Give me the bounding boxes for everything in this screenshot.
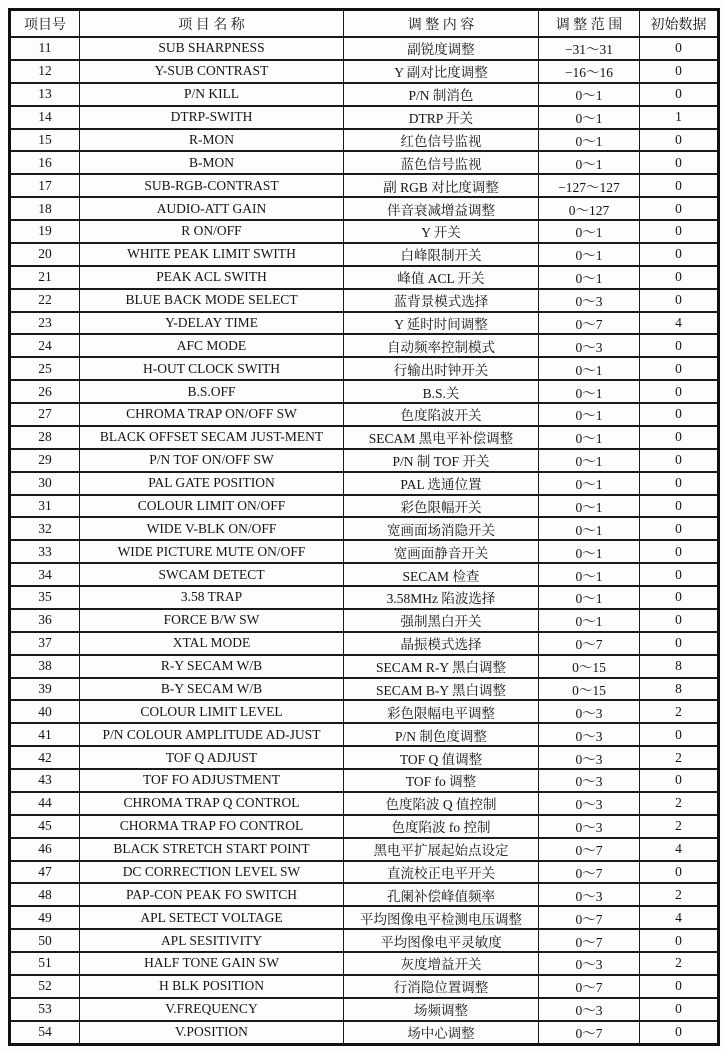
table-row [10,266,719,289]
cell-item-number: 33 [10,540,80,563]
cell-adjust-content: 直流校正电平开关 [344,861,539,884]
cell-adjust-content: SECAM R-Y 黑白调整 [344,655,539,678]
cell-adjust-range: 0～3 [539,723,640,746]
cell-initial-data: 0 [640,769,719,792]
cell-initial-data: 0 [640,723,719,746]
cell-initial-data: 2 [640,792,719,815]
cell-item-name: WIDE V-BLK ON/OFF [80,517,344,540]
cell-item-number: 50 [10,929,80,952]
table-row [10,151,719,174]
cell-initial-data: 0 [640,243,719,266]
cell-adjust-range: 0～7 [539,312,640,335]
cell-initial-data: 0 [640,403,719,426]
cell-adjust-range: 0～3 [539,334,640,357]
cell-item-name: AFC MODE [80,334,344,357]
cell-adjust-range: 0～7 [539,1021,640,1045]
cell-initial-data: 2 [640,815,719,838]
cell-item-name: CHORMA TRAP FO CONTROL [80,815,344,838]
cell-adjust-content: P/N 制消色 [344,83,539,106]
cell-adjust-content: 强制黑白开关 [344,609,539,632]
cell-initial-data: 0 [640,540,719,563]
cell-adjust-content: 晶振模式选择 [344,632,539,655]
cell-item-name: APL SESITIVITY [80,929,344,952]
cell-adjust-range: 0～1 [539,495,640,518]
cell-adjust-content: 场中心调整 [344,1021,539,1045]
cell-item-number: 31 [10,495,80,518]
table-row [10,289,719,312]
cell-adjust-content: 副 RGB 对比度调整 [344,174,539,197]
cell-adjust-content: 蓝色信号监视 [344,151,539,174]
cell-item-number: 16 [10,151,80,174]
cell-item-name: Y-SUB CONTRAST [80,60,344,83]
cell-item-number: 35 [10,586,80,609]
table-row [10,357,719,380]
cell-adjust-range: 0～7 [539,929,640,952]
cell-adjust-range: 0～1 [539,586,640,609]
cell-adjust-range: 0～1 [539,472,640,495]
table-row [10,746,719,769]
table-row [10,83,719,106]
cell-adjust-range: 0～127 [539,197,640,220]
cell-adjust-range: 0～1 [539,403,640,426]
cell-item-name: DC CORRECTION LEVEL SW [80,861,344,884]
cell-item-name: HALF TONE GAIN SW [80,952,344,975]
cell-item-number: 24 [10,334,80,357]
cell-initial-data: 0 [640,929,719,952]
cell-initial-data: 4 [640,906,719,929]
cell-initial-data: 8 [640,655,719,678]
cell-adjust-range: 0～7 [539,861,640,884]
table-row [10,197,719,220]
table-row [10,1021,719,1045]
cell-adjust-range: −16～16 [539,60,640,83]
cell-item-name: SUB SHARPNESS [80,37,344,60]
cell-initial-data: 0 [640,220,719,243]
cell-item-number: 30 [10,472,80,495]
table-row [10,106,719,129]
cell-initial-data: 4 [640,838,719,861]
cell-item-number: 54 [10,1021,80,1045]
cell-item-number: 25 [10,357,80,380]
cell-item-number: 21 [10,266,80,289]
cell-initial-data: 0 [640,37,719,60]
cell-item-name: WHITE PEAK LIMIT SWITH [80,243,344,266]
cell-item-name: B-MON [80,151,344,174]
cell-item-name: R-Y SECAM W/B [80,655,344,678]
cell-adjust-content: 彩色限幅开关 [344,495,539,518]
cell-adjust-content: 伴音衰减增益调整 [344,197,539,220]
cell-item-name: PAP-CON PEAK FO SWITCH [80,883,344,906]
cell-item-number: 13 [10,83,80,106]
table-row [10,586,719,609]
table-row [10,37,719,60]
cell-adjust-range: 0～7 [539,632,640,655]
table-row [10,517,719,540]
cell-item-number: 14 [10,106,80,129]
table-row [10,449,719,472]
cell-adjust-content: 色度陷波开关 [344,403,539,426]
table-row [10,952,719,975]
cell-item-number: 53 [10,998,80,1021]
cell-item-number: 20 [10,243,80,266]
table-row [10,998,719,1021]
cell-initial-data: 0 [640,586,719,609]
cell-adjust-range: 0～1 [539,517,640,540]
cell-item-name: B-Y SECAM W/B [80,678,344,701]
cell-adjust-content: 白峰限制开关 [344,243,539,266]
cell-item-number: 18 [10,197,80,220]
cell-adjust-range: 0～15 [539,655,640,678]
cell-initial-data: 0 [640,357,719,380]
header-adjust-content: 调 整 内 容 [344,10,539,38]
cell-item-number: 49 [10,906,80,929]
cell-adjust-range: 0～3 [539,769,640,792]
cell-item-number: 22 [10,289,80,312]
cell-item-number: 11 [10,37,80,60]
cell-item-name: SWCAM DETECT [80,563,344,586]
cell-item-name: PAL GATE POSITION [80,472,344,495]
table-body [10,37,719,1045]
cell-item-name: CHROMA TRAP ON/OFF SW [80,403,344,426]
cell-item-name: APL SETECT VOLTAGE [80,906,344,929]
table-row [10,495,719,518]
table-row [10,472,719,495]
cell-adjust-content: 色度陷波 fo 控制 [344,815,539,838]
cell-initial-data: 2 [640,883,719,906]
table-row [10,769,719,792]
cell-item-number: 40 [10,700,80,723]
cell-item-number: 17 [10,174,80,197]
cell-adjust-content: P/N 制 TOF 开关 [344,449,539,472]
cell-adjust-content: TOF fo 调整 [344,769,539,792]
cell-initial-data: 0 [640,861,719,884]
cell-item-number: 34 [10,563,80,586]
cell-adjust-content: 峰值 ACL 开关 [344,266,539,289]
cell-initial-data: 0 [640,632,719,655]
table-row [10,723,719,746]
cell-item-number: 46 [10,838,80,861]
cell-item-name: AUDIO-ATT GAIN [80,197,344,220]
table-row [10,334,719,357]
cell-adjust-range: 0～3 [539,792,640,815]
cell-adjust-content: 黑电平扩展起始点设定 [344,838,539,861]
cell-item-name: R-MON [80,129,344,152]
cell-item-name: H-OUT CLOCK SWITH [80,357,344,380]
table-row [10,861,719,884]
table-row [10,655,719,678]
cell-item-name: TOF Q ADJUST [80,746,344,769]
cell-adjust-content: 行输出时钟开关 [344,357,539,380]
cell-adjust-content: 宽画面场消隐开关 [344,517,539,540]
cell-initial-data: 0 [640,289,719,312]
table-row [10,403,719,426]
cell-adjust-content: Y 副对比度调整 [344,60,539,83]
cell-adjust-range: 0～3 [539,998,640,1021]
cell-adjust-range: 0～3 [539,952,640,975]
cell-item-name: V.FREQUENCY [80,998,344,1021]
cell-initial-data: 0 [640,83,719,106]
cell-adjust-content: SECAM 检查 [344,563,539,586]
cell-adjust-content: 彩色限幅电平调整 [344,700,539,723]
cell-adjust-content: 宽画面静音开关 [344,540,539,563]
cell-item-name: 3.58 TRAP [80,586,344,609]
adjustment-items-table [8,8,720,1046]
cell-adjust-content: 灰度增益开关 [344,952,539,975]
cell-initial-data: 0 [640,129,719,152]
cell-initial-data: 2 [640,700,719,723]
cell-initial-data: 0 [640,449,719,472]
cell-initial-data: 0 [640,151,719,174]
cell-item-number: 27 [10,403,80,426]
cell-item-number: 42 [10,746,80,769]
cell-initial-data: 0 [640,266,719,289]
cell-adjust-content: Y 延时时间调整 [344,312,539,335]
cell-initial-data: 0 [640,472,719,495]
cell-item-name: XTAL MODE [80,632,344,655]
table-row [10,220,719,243]
cell-item-name: PEAK ACL SWITH [80,266,344,289]
table-row [10,174,719,197]
cell-item-number: 39 [10,678,80,701]
table-row [10,243,719,266]
cell-adjust-range: 0～3 [539,700,640,723]
cell-item-number: 19 [10,220,80,243]
cell-item-number: 36 [10,609,80,632]
cell-item-name: BLACK STRETCH START POINT [80,838,344,861]
header-row [10,10,719,38]
cell-initial-data: 0 [640,998,719,1021]
cell-adjust-range: 0～1 [539,426,640,449]
cell-item-number: 28 [10,426,80,449]
cell-adjust-range: 0～1 [539,83,640,106]
table-row [10,380,719,403]
cell-item-name: SUB-RGB-CONTRAST [80,174,344,197]
cell-item-number: 23 [10,312,80,335]
cell-item-number: 41 [10,723,80,746]
cell-adjust-range: 0～15 [539,678,640,701]
cell-adjust-range: 0～1 [539,357,640,380]
cell-adjust-range: 0～1 [539,106,640,129]
cell-adjust-content: 自动频率控制模式 [344,334,539,357]
cell-initial-data: 0 [640,609,719,632]
cell-item-name: DTRP-SWITH [80,106,344,129]
cell-item-name: TOF FO ADJUSTMENT [80,769,344,792]
cell-adjust-range: 0～1 [539,129,640,152]
cell-item-name: H BLK POSITION [80,975,344,998]
cell-item-number: 12 [10,60,80,83]
cell-adjust-content: SECAM B-Y 黑白调整 [344,678,539,701]
cell-adjust-range: 0～1 [539,220,640,243]
header-initial-data: 初始数据 [640,10,719,38]
table-row [10,838,719,861]
cell-adjust-content: Y 开关 [344,220,539,243]
cell-item-name: R ON/OFF [80,220,344,243]
table-row [10,426,719,449]
cell-initial-data: 4 [640,312,719,335]
cell-item-name: P/N KILL [80,83,344,106]
table-row [10,609,719,632]
table-row [10,700,719,723]
cell-item-number: 47 [10,861,80,884]
header-adjust-range: 调 整 范 围 [539,10,640,38]
cell-initial-data: 2 [640,952,719,975]
table-row [10,129,719,152]
cell-adjust-content: 平均图像电平灵敏度 [344,929,539,952]
cell-item-name: P/N TOF ON/OFF SW [80,449,344,472]
cell-item-number: 15 [10,129,80,152]
cell-adjust-content: 3.58MHz 陷波选择 [344,586,539,609]
cell-item-name: Y-DELAY TIME [80,312,344,335]
header-item-number: 项目号 [10,10,80,38]
cell-item-number: 52 [10,975,80,998]
cell-adjust-range: 0～7 [539,975,640,998]
cell-item-number: 45 [10,815,80,838]
table-row [10,540,719,563]
cell-adjust-range: −31～31 [539,37,640,60]
cell-adjust-content: PAL 选通位置 [344,472,539,495]
cell-adjust-range: 0～1 [539,449,640,472]
cell-adjust-content: B.S.关 [344,380,539,403]
cell-item-number: 44 [10,792,80,815]
cell-adjust-content: SECAM 黑电平补偿调整 [344,426,539,449]
cell-item-number: 51 [10,952,80,975]
cell-adjust-range: 0～3 [539,289,640,312]
cell-initial-data: 0 [640,197,719,220]
cell-adjust-range: −127～127 [539,174,640,197]
table-row [10,678,719,701]
cell-item-number: 29 [10,449,80,472]
cell-initial-data: 0 [640,495,719,518]
cell-adjust-content: 行消隐位置调整 [344,975,539,998]
cell-item-number: 32 [10,517,80,540]
cell-adjust-range: 0～7 [539,906,640,929]
cell-adjust-content: TOF Q 值调整 [344,746,539,769]
table-row [10,929,719,952]
cell-adjust-range: 0～1 [539,380,640,403]
cell-initial-data: 0 [640,975,719,998]
table-row [10,815,719,838]
cell-initial-data: 0 [640,174,719,197]
cell-initial-data: 2 [640,746,719,769]
cell-item-number: 38 [10,655,80,678]
cell-adjust-range: 0～7 [539,838,640,861]
table-row [10,312,719,335]
cell-initial-data: 0 [640,60,719,83]
cell-adjust-content: DTRP 开关 [344,106,539,129]
cell-adjust-range: 0～1 [539,243,640,266]
cell-adjust-range: 0～1 [539,151,640,174]
cell-adjust-content: 红色信号监视 [344,129,539,152]
table-row [10,975,719,998]
cell-adjust-content: 副锐度调整 [344,37,539,60]
cell-item-name: BLUE BACK MODE SELECT [80,289,344,312]
cell-item-number: 43 [10,769,80,792]
table-row [10,632,719,655]
cell-adjust-content: 蓝背景模式选择 [344,289,539,312]
cell-adjust-range: 0～3 [539,815,640,838]
cell-adjust-range: 0～3 [539,746,640,769]
cell-item-name: B.S.OFF [80,380,344,403]
cell-initial-data: 0 [640,426,719,449]
cell-item-name: P/N COLOUR AMPLITUDE AD-JUST [80,723,344,746]
cell-initial-data: 0 [640,380,719,403]
table-row [10,60,719,83]
cell-initial-data: 0 [640,1021,719,1045]
cell-adjust-range: 0～1 [539,266,640,289]
cell-initial-data: 0 [640,563,719,586]
cell-item-name: V.POSITION [80,1021,344,1045]
table-row [10,906,719,929]
cell-adjust-content: P/N 制色度调整 [344,723,539,746]
cell-adjust-content: 场频调整 [344,998,539,1021]
cell-item-number: 37 [10,632,80,655]
cell-item-name: WIDE PICTURE MUTE ON/OFF [80,540,344,563]
cell-adjust-range: 0～3 [539,883,640,906]
cell-adjust-range: 0～1 [539,540,640,563]
table-row [10,792,719,815]
cell-adjust-range: 0～1 [539,563,640,586]
cell-initial-data: 0 [640,334,719,357]
cell-initial-data: 8 [640,678,719,701]
cell-item-name: BLACK OFFSET SECAM JUST-MENT [80,426,344,449]
cell-adjust-range: 0～1 [539,609,640,632]
table-row [10,883,719,906]
table-row [10,563,719,586]
cell-adjust-content: 孔阑补偿峰值频率 [344,883,539,906]
cell-item-number: 26 [10,380,80,403]
cell-item-number: 48 [10,883,80,906]
cell-item-name: FORCE B/W SW [80,609,344,632]
cell-initial-data: 1 [640,106,719,129]
cell-adjust-content: 色度陷波 Q 值控制 [344,792,539,815]
cell-item-name: CHROMA TRAP Q CONTROL [80,792,344,815]
cell-item-name: COLOUR LIMIT ON/OFF [80,495,344,518]
header-item-name: 项 目 名 称 [80,10,344,38]
cell-item-name: COLOUR LIMIT LEVEL [80,700,344,723]
cell-initial-data: 0 [640,517,719,540]
cell-adjust-content: 平均图像电平检测电压调整 [344,906,539,929]
